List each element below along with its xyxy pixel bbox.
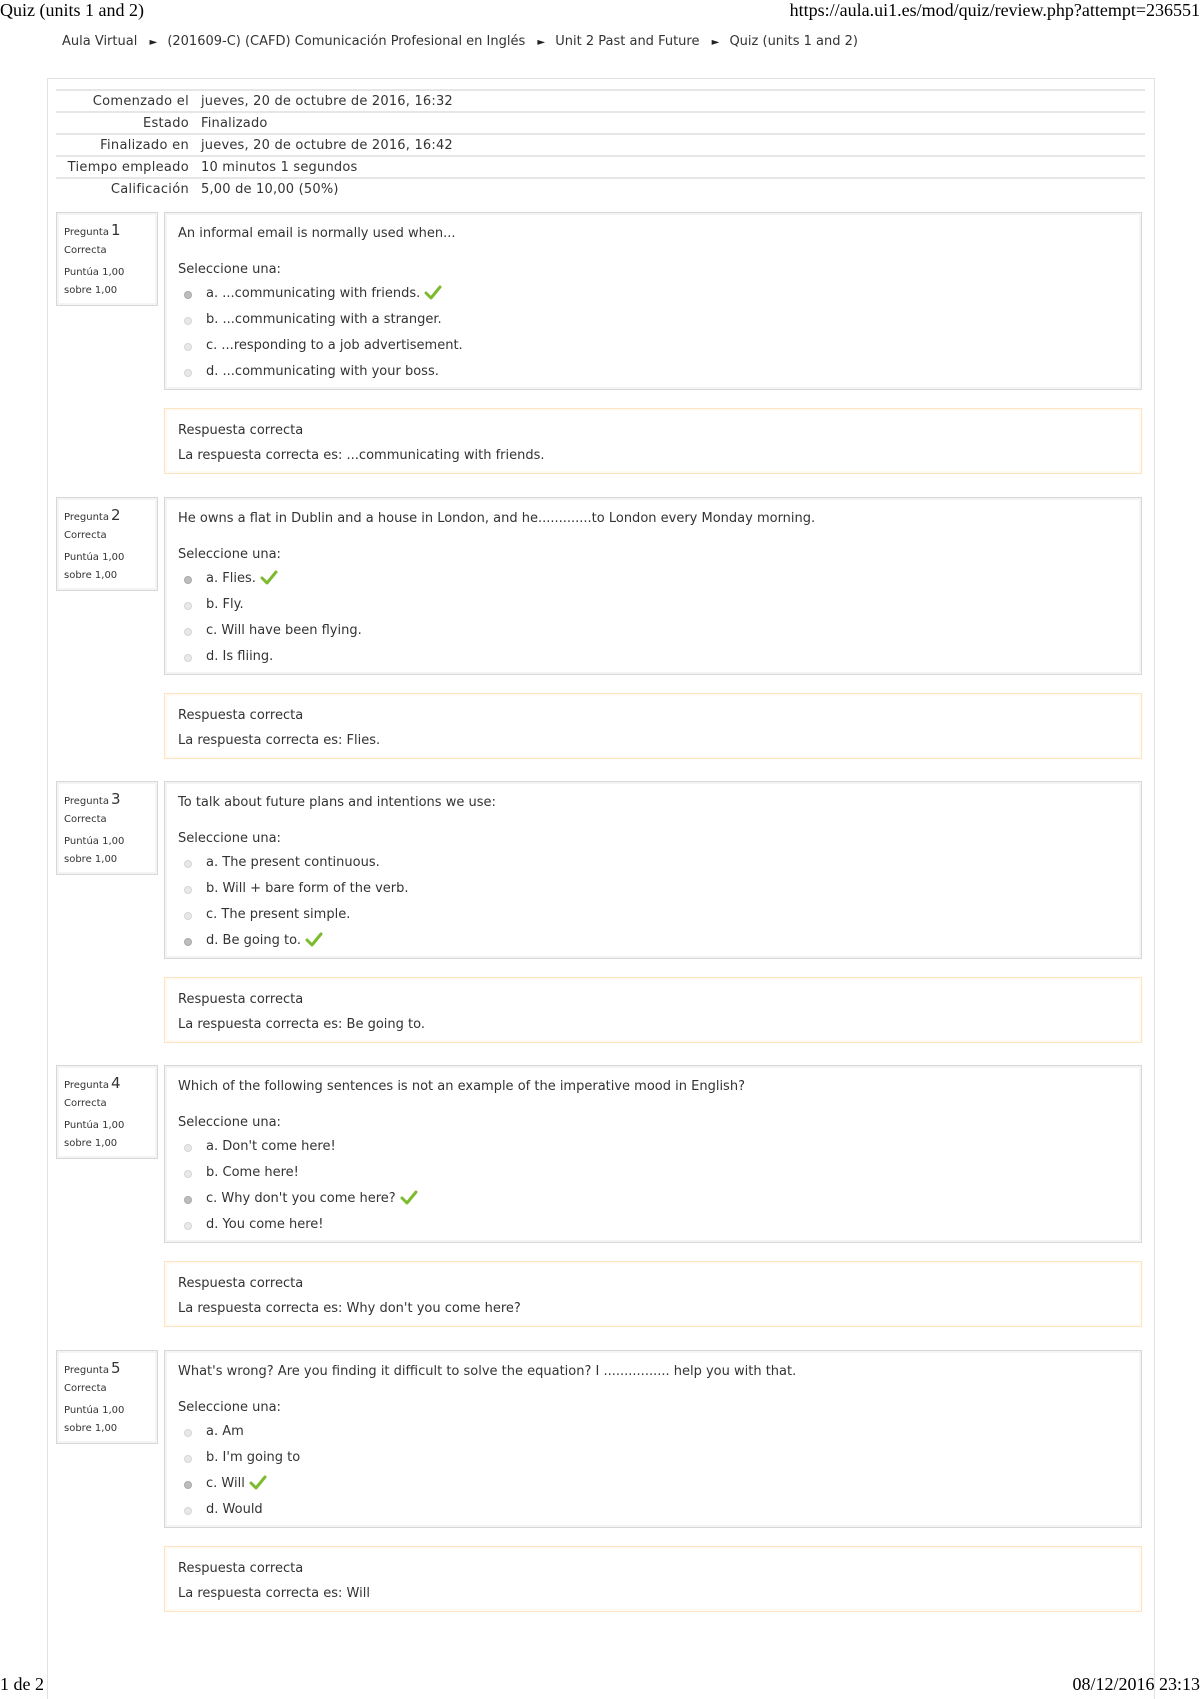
summary-label: Calificación <box>56 178 195 199</box>
answer-option[interactable] <box>184 644 1129 670</box>
question-number: 2 <box>110 506 121 524</box>
summary-value: jueves, 20 de octubre de 2016, 16:32 <box>195 90 1145 112</box>
question-max-grade: sobre 1,00 <box>64 1423 118 1434</box>
answer-letter: c. <box>206 907 218 922</box>
question-content <box>164 781 1142 959</box>
question-content <box>164 497 1142 675</box>
print-footer <box>0 1672 1200 1698</box>
correct-check-icon <box>249 1475 267 1491</box>
answer-letter: c. <box>206 1476 218 1491</box>
answer-text: Don't come here! <box>222 1139 336 1154</box>
answer-option[interactable] <box>184 618 1129 644</box>
breadcrumb-separator-icon: ► <box>537 37 546 48</box>
answer-option[interactable] <box>184 281 1129 307</box>
answer-text: ...communicating with a stranger. <box>222 312 442 327</box>
attempt-summary-table <box>56 89 1145 199</box>
question-info <box>56 212 158 306</box>
question-grade: Puntúa 1,00 <box>64 267 125 278</box>
answer-letter: c. <box>206 623 218 638</box>
answer-option[interactable] <box>184 1160 1129 1186</box>
question-grade: Puntúa 1,00 <box>64 552 125 563</box>
answer-list <box>184 566 1129 670</box>
print-page-count: 1 de 2 <box>0 1674 44 1694</box>
answer-text: ...communicating with your boss. <box>222 364 439 379</box>
answer-text: I'm going to <box>222 1450 301 1465</box>
summary-value: 10 minutos 1 segundos <box>195 156 1145 178</box>
question-content <box>164 1065 1142 1243</box>
breadcrumb-item-course[interactable]: (201609-C) (CAFD) Comunicación Profesional en Inglés <box>167 34 526 49</box>
answer-letter: b. <box>206 881 219 896</box>
radio-button[interactable] <box>184 886 192 894</box>
answer-text: ...communicating with friends. <box>222 286 421 301</box>
summary-value: Finalizado <box>195 112 1145 134</box>
question-max-grade: sobre 1,00 <box>64 285 118 296</box>
feedback-title: Respuesta correcta <box>178 708 304 723</box>
answer-letter: c. <box>206 338 218 353</box>
feedback-right-answer: La respuesta correcta es: Flies. <box>178 733 381 748</box>
answer-letter: b. <box>206 1450 219 1465</box>
print-url: https://aula.ui1.es/mod/quiz/review.php?attempt=236551 <box>789 0 1200 20</box>
correct-check-icon <box>260 570 278 586</box>
answer-list <box>184 850 1129 954</box>
question-content <box>164 1350 1142 1528</box>
answer-letter: d. <box>206 1502 219 1517</box>
feedback-right-answer: La respuesta correcta es: Be going to. <box>178 1017 425 1032</box>
radio-button[interactable] <box>184 1481 192 1489</box>
answer-prompt: Seleccione una: <box>178 547 281 562</box>
answer-text: Will <box>221 1476 245 1491</box>
feedback-title: Respuesta correcta <box>178 1561 304 1576</box>
answer-option[interactable] <box>184 1134 1129 1160</box>
answer-letter: d. <box>206 649 219 664</box>
answer-option[interactable] <box>184 333 1129 359</box>
radio-button[interactable] <box>184 602 192 610</box>
answer-option[interactable] <box>184 1212 1129 1238</box>
question-number: 3 <box>110 790 121 808</box>
question-label: Pregunta <box>64 1080 109 1091</box>
summary-value: jueves, 20 de octubre de 2016, 16:42 <box>195 134 1145 156</box>
radio-button[interactable] <box>184 1507 192 1515</box>
answer-option[interactable] <box>184 1186 1129 1212</box>
answer-list <box>184 1134 1129 1238</box>
answer-letter: a. <box>206 286 219 301</box>
question-feedback <box>164 977 1142 1043</box>
radio-button[interactable] <box>184 860 192 868</box>
question-state: Correcta <box>64 1383 107 1394</box>
answer-letter: a. <box>206 1424 219 1439</box>
feedback-right-answer: La respuesta correcta es: ...communicating with friends. <box>178 448 545 463</box>
answer-option[interactable] <box>184 1419 1129 1445</box>
answer-text: Will + bare form of the verb. <box>222 881 409 896</box>
summary-row-grade <box>56 178 1145 199</box>
answer-option[interactable] <box>184 307 1129 333</box>
summary-label: Tiempo empleado <box>56 156 195 178</box>
answer-text: Come here! <box>222 1165 299 1180</box>
answer-text: Flies. <box>222 571 256 586</box>
question-state: Correcta <box>64 814 107 825</box>
question-label: Pregunta <box>64 512 109 523</box>
feedback-title: Respuesta correcta <box>178 423 304 438</box>
answer-text: ...responding to a job advertisement. <box>221 338 463 353</box>
question-grade: Puntúa 1,00 <box>64 1120 125 1131</box>
question-state: Correcta <box>64 530 107 541</box>
answer-letter: b. <box>206 312 219 327</box>
question-max-grade: sobre 1,00 <box>64 854 118 865</box>
breadcrumb-separator-icon: ► <box>711 37 720 48</box>
question-text: Which of the following sentences is not an example of the imperative mood in English? <box>178 1079 745 1094</box>
answer-prompt: Seleccione una: <box>178 1115 281 1130</box>
question-max-grade: sobre 1,00 <box>64 1138 118 1149</box>
question-feedback <box>164 408 1142 474</box>
breadcrumb-item-quiz[interactable]: Quiz (units 1 and 2) <box>729 34 858 49</box>
question-content <box>164 212 1142 390</box>
answer-text: Would <box>222 1502 263 1517</box>
feedback-title: Respuesta correcta <box>178 992 304 1007</box>
answer-option[interactable] <box>184 902 1129 928</box>
answer-letter: a. <box>206 1139 219 1154</box>
question-info <box>56 781 158 875</box>
question-number: 5 <box>110 1359 121 1377</box>
print-header <box>0 0 1200 24</box>
radio-button[interactable] <box>184 1455 192 1463</box>
answer-letter: a. <box>206 571 219 586</box>
question-label: Pregunta <box>64 1365 109 1376</box>
question-grade: Puntúa 1,00 <box>64 836 125 847</box>
answer-list <box>184 1419 1129 1523</box>
answer-letter: d. <box>206 364 219 379</box>
question-grade: Puntúa 1,00 <box>64 1405 125 1416</box>
question-number: 1 <box>110 221 121 239</box>
answer-option[interactable] <box>184 566 1129 592</box>
answer-option[interactable] <box>184 1445 1129 1471</box>
question-state: Correcta <box>64 245 107 256</box>
feedback-right-answer: La respuesta correcta es: Why don't you come here? <box>178 1301 521 1316</box>
summary-label: Comenzado el <box>56 90 195 112</box>
answer-letter: d. <box>206 1217 219 1232</box>
answer-text: Is fliing. <box>222 649 274 664</box>
radio-button[interactable] <box>184 1144 192 1152</box>
radio-button[interactable] <box>184 369 192 377</box>
question-text: An informal email is normally used when... <box>178 226 456 241</box>
answer-list <box>184 281 1129 385</box>
question-feedback <box>164 1261 1142 1327</box>
radio-button[interactable] <box>184 912 192 920</box>
answer-letter: d. <box>206 933 219 948</box>
radio-button[interactable] <box>184 1170 192 1178</box>
answer-text: Be going to. <box>222 933 301 948</box>
radio-button[interactable] <box>184 343 192 351</box>
feedback-title: Respuesta correcta <box>178 1276 304 1291</box>
question-max-grade: sobre 1,00 <box>64 570 118 581</box>
answer-prompt: Seleccione una: <box>178 831 281 846</box>
answer-option[interactable] <box>184 850 1129 876</box>
answer-text: Am <box>222 1424 244 1439</box>
print-timestamp: 08/12/2016 23:13 <box>1072 1674 1200 1694</box>
answer-text: Why don't you come here? <box>221 1191 396 1206</box>
answer-letter: c. <box>206 1191 218 1206</box>
answer-option[interactable] <box>184 928 1129 954</box>
question-info <box>56 1350 158 1444</box>
breadcrumb <box>62 34 858 49</box>
question-state: Correcta <box>64 1098 107 1109</box>
answer-prompt: Seleccione una: <box>178 1400 281 1415</box>
breadcrumb-item-unit[interactable]: Unit 2 Past and Future <box>555 34 700 49</box>
answer-text: The present simple. <box>221 907 351 922</box>
summary-row-state <box>56 112 1145 134</box>
radio-button[interactable] <box>184 628 192 636</box>
summary-row-started <box>56 90 1145 112</box>
summary-label: Finalizado en <box>56 134 195 156</box>
answer-letter: b. <box>206 1165 219 1180</box>
summary-row-finished <box>56 134 1145 156</box>
question-info <box>56 497 158 591</box>
answer-option[interactable] <box>184 1471 1129 1497</box>
answer-text: Fly. <box>222 597 244 612</box>
answer-letter: b. <box>206 597 219 612</box>
radio-button[interactable] <box>184 1429 192 1437</box>
radio-button[interactable] <box>184 938 192 946</box>
radio-button[interactable] <box>184 317 192 325</box>
radio-button[interactable] <box>184 291 192 299</box>
correct-check-icon <box>400 1190 418 1206</box>
summary-label: Estado <box>56 112 195 134</box>
radio-button[interactable] <box>184 576 192 584</box>
question-label: Pregunta <box>64 227 109 238</box>
print-page-title: Quiz (units 1 and 2) <box>0 0 144 20</box>
answer-option[interactable] <box>184 876 1129 902</box>
answer-text: Will have been flying. <box>221 623 362 638</box>
radio-button[interactable] <box>184 1222 192 1230</box>
answer-letter: a. <box>206 855 219 870</box>
summary-row-time-taken <box>56 156 1145 178</box>
question-info <box>56 1065 158 1159</box>
answer-text: You come here! <box>222 1217 324 1232</box>
question-text: What's wrong? Are you finding it difficult to solve the equation? I ................ help you with that. <box>178 1364 797 1379</box>
question-text: He owns a flat in Dublin and a house in London, and he.............to London every Monday morning. <box>178 511 816 526</box>
answer-text: The present continuous. <box>222 855 380 870</box>
question-text: To talk about future plans and intentions we use: <box>178 795 496 810</box>
feedback-right-answer: La respuesta correcta es: Will <box>178 1586 370 1601</box>
breadcrumb-separator-icon: ► <box>149 37 158 48</box>
correct-check-icon <box>305 932 323 948</box>
question-feedback <box>164 1546 1142 1612</box>
summary-value: 5,00 de 10,00 (50%) <box>195 178 1145 199</box>
answer-option[interactable] <box>184 1497 1129 1523</box>
question-number: 4 <box>110 1074 121 1092</box>
radio-button[interactable] <box>184 1196 192 1204</box>
answer-option[interactable] <box>184 359 1129 385</box>
radio-button[interactable] <box>184 654 192 662</box>
answer-prompt: Seleccione una: <box>178 262 281 277</box>
answer-option[interactable] <box>184 592 1129 618</box>
question-label: Pregunta <box>64 796 109 807</box>
correct-check-icon <box>424 285 442 301</box>
question-feedback <box>164 693 1142 759</box>
breadcrumb-item-home[interactable]: Aula Virtual <box>62 34 138 49</box>
